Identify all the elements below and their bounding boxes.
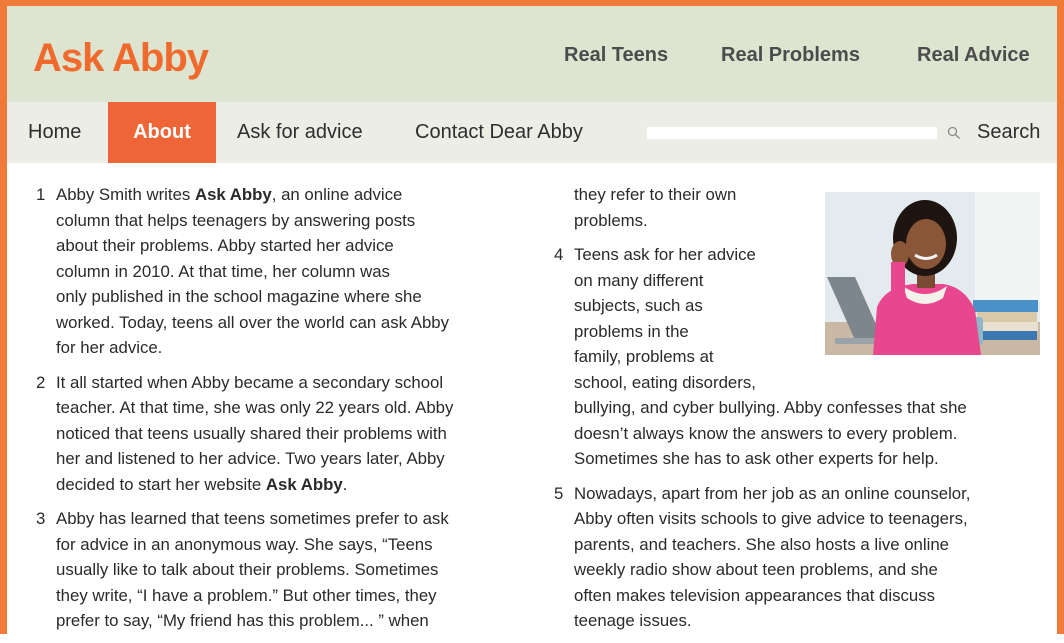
nav-item-about[interactable]: About <box>108 102 216 163</box>
tagline-real-advice: Real Advice <box>917 44 1030 66</box>
paragraph-1: 1 Abby Smith writes Ask Abby, an online advice column that helps teenagers by answering posts about their problems. Abby started her advice column in 2010. At that time, her column was only published in the school magazine where she worked. Today, teens all over the world can ask Abby for her advice. <box>36 182 524 361</box>
site-logo[interactable]: Ask Abby <box>33 36 209 80</box>
site-name-bold: Ask Abby <box>265 474 343 494</box>
paragraph-number: 5 <box>554 483 564 503</box>
paragraph-number: 2 <box>36 372 46 392</box>
paragraph-number: 4 <box>554 245 564 264</box>
abby-photo <box>825 192 1040 355</box>
paragraph-3: 3 Abby has learned that teens sometimes prefer to ask for advice in an anonymous way. She says, “Teens usually like to talk about their problems. Sometimes they write, “I have a problem.” But other times, they prefer to say, “My friend has this problem... ” when <box>36 506 524 634</box>
site-name-bold: Ask Abby <box>194 185 272 204</box>
paragraph-number: 1 <box>36 185 46 204</box>
main-nav <box>7 102 1057 163</box>
search-button[interactable]: Search <box>977 121 1041 143</box>
nav-item-ask-for-advice[interactable]: Ask for advice <box>237 121 363 143</box>
search-icon[interactable] <box>947 102 961 163</box>
paragraph-3-continued: they refer to their own problems. <box>574 185 737 230</box>
paragraph-number: 3 <box>36 509 46 528</box>
paragraph-2: 2 It all started when Abby became a secondary school teacher. At that time, she was only 22 years old. Abby noticed that teens usually shared their problems with her and listened to her advice. Two years later, Abby decided to start her website Ask Abby. <box>36 370 524 498</box>
article-column-left <box>36 182 524 643</box>
tagline-real-problems: Real Problems <box>721 44 860 66</box>
search-input[interactable] <box>647 127 937 139</box>
paragraph-5: 5 Nowadays, apart from her job as an online counselor, Abby often visits schools to give advice to teenagers, parents, and teachers. She also hosts a live online weekly radio show about teen problems, and she often makes television appearances that discuss teenage issues. <box>554 481 1044 634</box>
nav-item-contact[interactable]: Contact Dear Abby <box>415 121 583 143</box>
tagline-real-teens: Real Teens <box>564 44 669 66</box>
site-header <box>7 6 1057 102</box>
nav-item-home[interactable]: Home <box>28 121 82 143</box>
paragraph-4: 4 Teens ask for her advice on many different subjects, such as problems in the family, problems at school, eating disorders, bullying, and cyber bullying. Abby confesses that she doesn’t always know the answers to every problem. Sometimes she has to ask other experts for help. <box>554 242 1044 472</box>
